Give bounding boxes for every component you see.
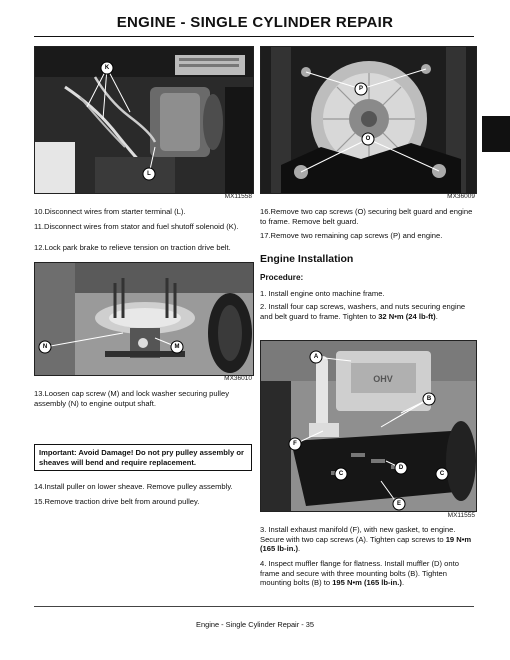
step-15: 15.Remove traction drive belt from around pulley. — [34, 497, 200, 506]
install-step-1: 1. Install engine onto machine frame. — [260, 289, 385, 298]
photo-belt-guard-image — [261, 47, 476, 193]
callout-d-label: D — [398, 465, 404, 471]
callout-l-label: L — [147, 171, 151, 177]
engine-decal-label: OHV — [373, 374, 393, 384]
callout-c-right-label: C — [439, 471, 445, 477]
callout-p-label: P — [358, 86, 364, 92]
photo-belt-guard — [260, 46, 477, 194]
install-step-3 — [260, 525, 475, 554]
callout-b-label: B — [426, 396, 432, 402]
install-step-3-end: . — [297, 544, 301, 554]
title-rule — [34, 36, 474, 37]
step-16: 16.Remove two cap screws (O) securing belt guard and engine to frame. Remove belt guard. — [260, 207, 473, 226]
install-step-4-end: . — [401, 578, 405, 588]
callout-c-left-label: C — [338, 471, 344, 477]
photo-exhaust-muffler-image — [261, 341, 476, 511]
photo-exhaust-muffler — [260, 340, 477, 512]
callout-f-label: F — [293, 441, 297, 447]
step-11: 11.Disconnect wires from stator and fuel shutoff solenoid (K). — [34, 222, 239, 231]
install-step-4-torque: 195 N•m (165 lb-in.) — [332, 578, 402, 588]
install-step-2-text: 2. Install four cap screws, washers, and nuts securing engine and belt guard to frame. Tighten to — [260, 302, 466, 321]
install-step-3-torque: 19 N•m (165 lb-in.) — [260, 534, 472, 554]
callout-m-label: M — [174, 344, 180, 350]
step-13: 13.Loosen cap screw (M) and lock washer securing pulley assembly (N) to engine output shaft. — [34, 389, 230, 408]
figure-code: MX36010 — [224, 375, 252, 382]
photo-starter-wiring-image — [35, 47, 253, 193]
callout-a-label: A — [313, 354, 319, 360]
install-step-2-torque: 32 N•m (24 lb-ft) — [378, 311, 436, 321]
figure-code: MX11558 — [224, 193, 252, 200]
step-17: 17.Remove two remaining cap screws (P) and engine. — [260, 231, 443, 240]
callout-e-label: E — [396, 501, 402, 507]
install-step-3-text: 3. Install exhaust manifold (F), with new gasket, to engine. Secure with two cap screws (A). Tighten cap screws to — [260, 525, 456, 544]
page-title: ENGINE - SINGLE CYLINDER REPAIR — [116, 14, 394, 31]
install-step-4 — [260, 559, 475, 588]
callout-n-label: N — [42, 344, 48, 350]
important-notice: Important: Avoid Damage! Do not pry pulley assembly or sheaves will bend and require replacement. — [34, 444, 252, 471]
step-14: 14.Install puller on lower sheave. Remove pulley assembly. — [34, 482, 233, 491]
callout-k-label: K — [104, 65, 110, 71]
step-10: 10.Disconnect wires from starter terminal (L). — [34, 207, 186, 216]
step-12: 12.Lock park brake to relieve tension on traction drive belt. — [34, 243, 231, 252]
callout-o-label: O — [365, 136, 371, 142]
photo-pulley-assembly-image — [35, 263, 253, 375]
section-tab-marker — [482, 116, 510, 152]
procedure-label: Procedure: — [260, 273, 304, 282]
install-step-4-text: 4. Inspect muffler flange for flatness. Install muffler (D) onto frame and secure with three mounting bolts (B). Tighten mounting bolts (B) to — [260, 559, 459, 588]
install-step-2 — [260, 302, 475, 321]
install-step-2-end: . — [435, 311, 438, 321]
footer-rule — [34, 606, 474, 607]
page-footer: Engine - Single Cylinder Repair - 35 — [196, 620, 314, 629]
figure-code: MX36009 — [447, 193, 475, 200]
photo-starter-wiring — [34, 46, 254, 194]
photo-pulley-assembly — [34, 262, 254, 376]
section-heading: Engine Installation — [260, 253, 354, 265]
figure-code: MX11555 — [447, 512, 475, 519]
